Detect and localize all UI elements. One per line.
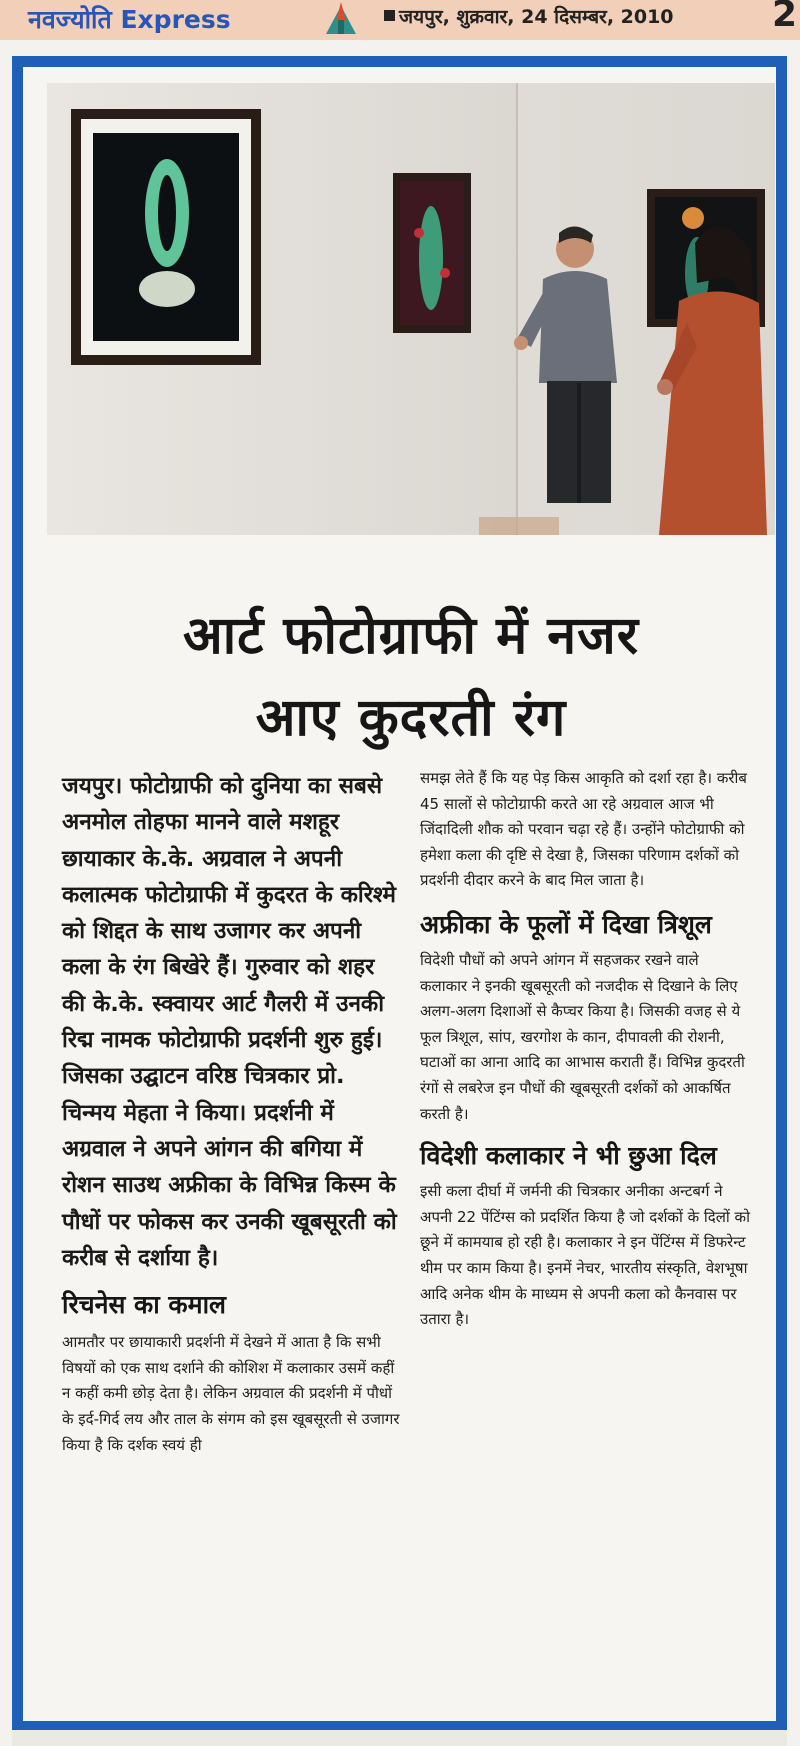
masthead bbox=[0, 0, 800, 40]
headline-line-2: आए कुदरती रंग bbox=[255, 688, 567, 748]
headline-line-1: आर्ट फोटोग्राफी में नजर bbox=[182, 606, 640, 666]
torch-logo-icon bbox=[318, 0, 364, 34]
right-column bbox=[420, 766, 750, 1333]
lead-paragraph: जयपुर। फोटोग्राफी को दुनिया का सबसे अनमोल तोहफा मानने वाले मशहूर छायाकार के.के. अग्रवाल ने अपनी कलात्मक फोटोग्राफी में कुदरत के करिश्मे को शिद्दत के साथ उजागर कर अपनी कला के रंग बिखेरे हैं। गुरुवार को शहर की के.के. स्क्वायर आर्ट गैलरी में उनकी रिद्म नामक फोटोग्राफी प्रदर्शनी शुरु हुई। जिसका उद्घाटन वरिष्ठ चित्रकार प्रो. चिन्मय मेहता ने किया। प्रदर्शनी में अग्रवाल ने अपने आंगन की बगिया में रोशन साउथ अफ्रीका के विभिन्न किस्म के पौधों पर फोकस कर उनकी खूबसूरती को करीब से दर्शाया है। bbox=[62, 773, 397, 1271]
left-column bbox=[62, 768, 400, 1458]
paragraph-richness: आमतौर पर छायाकारी प्रदर्शनी में देखने में आता है कि सभी विषयों को एक साथ दर्शाने की कोशिश में कलाकार उसमें कहीं न कहीं कमी छोड़ देता है। लेकिन अग्रवाल की प्रदर्शनी में पौधों के इर्द-गिर्द लय और ताल के संगम को इस खूबसूरती से उजागर किया है कि दर्शक स्वयं ही bbox=[62, 1333, 400, 1454]
subhead-foreign-artist: विदेशी कलाकार ने भी छुआ दिल bbox=[420, 1141, 717, 1171]
subhead-richness: रिचनेस का कमाल bbox=[62, 1290, 227, 1320]
bullet-square-icon bbox=[384, 10, 395, 21]
exhibition-photo bbox=[47, 83, 775, 535]
newspaper-name: नवज्योति Express bbox=[28, 5, 231, 34]
paragraph-africa-flowers: विदेशी पौधों को अपने आंगन में सहजकर रखने वाले कलाकार ने इनकी खूबसूरती को नजदीक से दिखाने के लिए अलग-अलग दिशाओं से कैप्चर किया है। जिसकी वजह से ये फूल त्रिशूल, सांप, खरगोश के कान, दीपावली की रोशनी, घटाओं का आना आदि का आभास कराती हैं। विभिन्न कुदरती रंगों से लबरेज इन पौधों की खूबसूरती दर्शकों को आकर्षित करती है। bbox=[420, 950, 745, 1123]
page-number: 2 bbox=[772, 0, 798, 35]
page-bottom-edge bbox=[12, 1730, 787, 1746]
subhead-africa-flowers: अफ्रीका के फूलों में दिखा त्रिशूल bbox=[420, 909, 712, 939]
paragraph-richness-continued: समझ लेते हैं कि यह पेड़ किस आकृति को दर्शा रहा है। करीब 45 सालों से फोटोग्राफी करते आ रहे अग्रवाल आज भी जिंदादिली शौक को परवान चढ़ा रहे हैं। उन्होंने फोटोग्राफी को हमेशा कला की दृष्टि से देखा है, जिसका परिणाम दर्शकों को प्रदर्शनी दीदार करने के बाद मिल जाता है। bbox=[420, 769, 747, 890]
paragraph-foreign-artist: इसी कला दीर्घा में जर्मनी की चित्रकार अनीका अन्टबर्ग ने अपनी 22 पेंटिंग्स को प्रदर्शित किया है जो दर्शकों के दिलों को छूने में कामयाब हो रही है। कलाकार ने इन पेंटिंग्स में डिफरेन्ट थीम पर काम किया है। इनमें नेचर, भारतीय संस्कृति, वेशभूषा आदि अनेक थीम के माध्यम से अपनी कला को कैनवास पर उतारा है। bbox=[420, 1182, 750, 1329]
dateline: जयपुर, शुक्रवार, 24 दिसम्बर, 2010 bbox=[399, 6, 674, 28]
article-headline bbox=[47, 595, 775, 759]
